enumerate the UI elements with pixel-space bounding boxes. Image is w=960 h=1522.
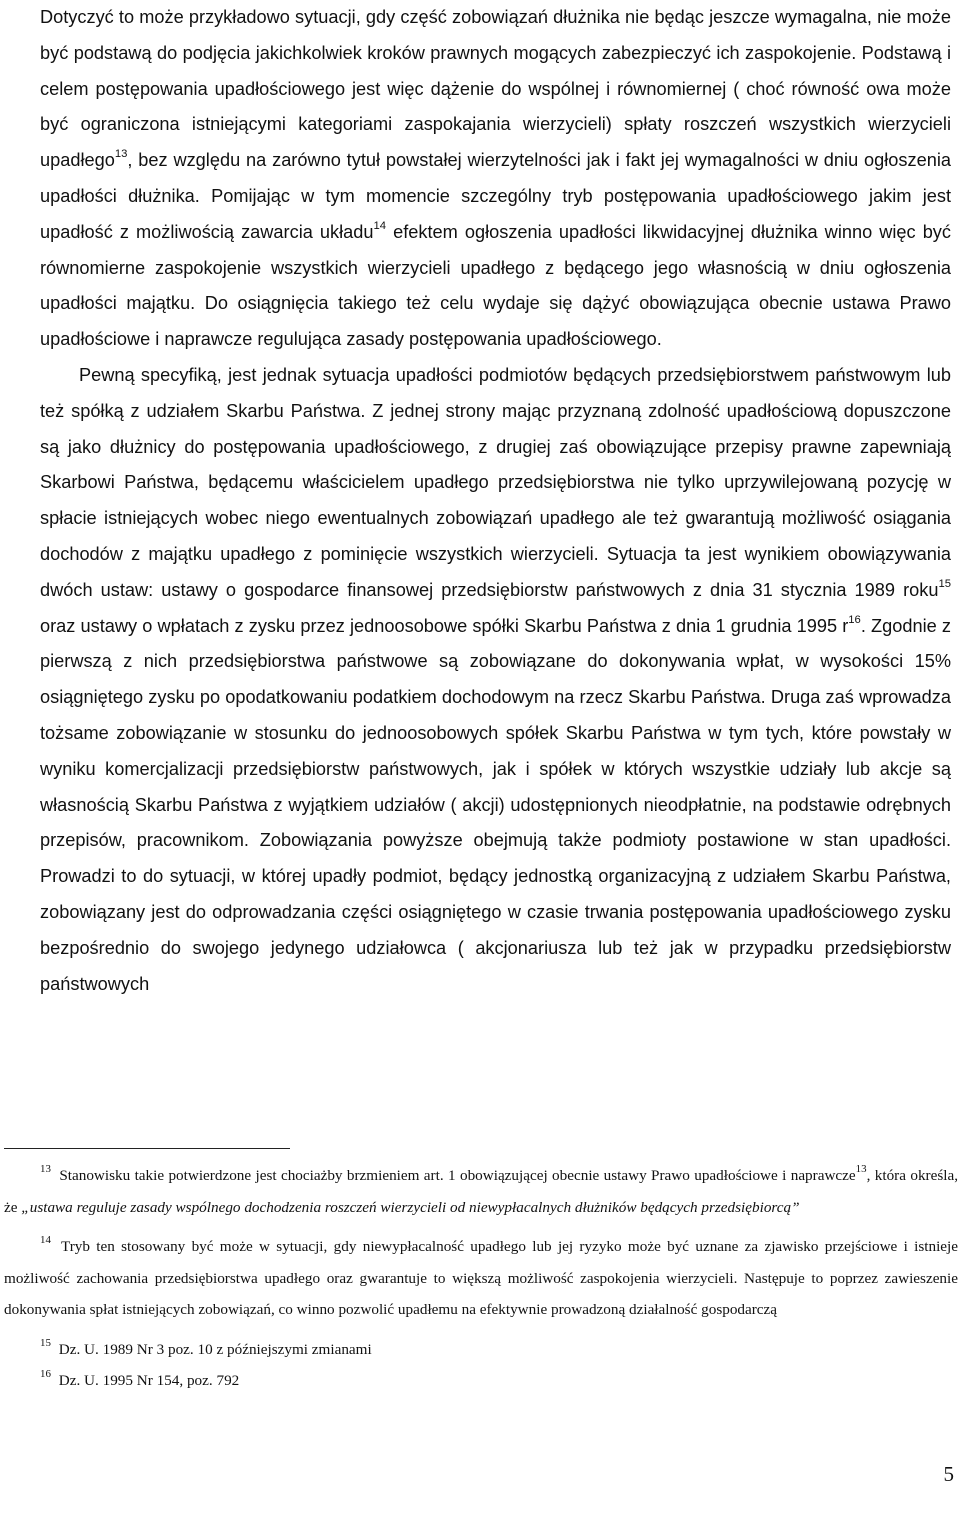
footnote-13 bbox=[4, 1160, 958, 1223]
footnote-inner-ref: 13 bbox=[855, 1163, 867, 1176]
footnote-16 bbox=[4, 1365, 958, 1397]
paragraph-text: efektem ogłoszenia upadłości likwidacyjnej dłużnika winno więc być równomierne zaspokojenie wszystkich wierzycieli upadłego z będącego jego własnością w dniu ogłoszenia upadłości majątku. Do osiągnięcia takiego też celu wydaje się dążyć obowiązująca obecnie ustawa Prawo upadłościowe i naprawcze regulująca zasady postępowania upadłościowego. bbox=[40, 221, 951, 350]
body-paragraph-2 bbox=[40, 358, 951, 1002]
page-number: 5 bbox=[943, 1462, 954, 1486]
footnote-number: 13 bbox=[40, 1163, 51, 1176]
footnote-14 bbox=[4, 1231, 958, 1326]
paragraph-text: Dotyczyć to może przykładowo sytuacji, gdy część zobowiązań dłużnika nie będąc jeszcze wymagalna, nie może być podstawą do podjęcia jakichkolwiek kroków prawnych mogących zabezpieczyć ich zaspokojenie. Podstawą i celem postępowania upadłościowego jest więc dążenie do wspólnej i równomiernej ( choć równość owa może być ograniczona istniejącymi kategoriami zaspokajania wierzycieli) spłaty roszczeń wszystkich wierzycieli upadłego bbox=[40, 7, 951, 171]
footnote-number: 16 bbox=[40, 1368, 51, 1381]
paragraph-text: . Zgodnie z pierwszą z nich przedsiębiorstwa państwowe są zobowiązane do dokonywania wpłat, w wysokości 15% osiągniętego zysku po opodatkowaniu podatkiem dochodowym na rzecz Skarbu Państwa. Druga zaś wprowadza tożsame zobowiązanie w stosunku do jednoosobowych spółek Skarbu Państwa w tym tych, które powstały w wyniku komercjalizacji przedsiębiorstw państwowych, jak i spółek w których wszystkie udziały lub akcje są własnością Skarbu Państwa z wyjątkiem udziałów ( akcji) udostępnionych nieodpłatnie, na podstawie odrębnych przepisów, pracownikom. Zobowiązania powyższe obejmują także podmioty postawione w stan upadłości. Prowadzi to do sytuacji, w której upadły podmiot, będący jednostką organizacyjną z udziałem Skarbu Państwa, zobowiązany jest do odprowadzania części osiągniętego w czasie trwania postępowania upadłościowego zysku bezpośrednio do swojego jedynego udziałowca ( akcjonariusza lub też jak w przypadku przedsiębiorstw państwowych bbox=[40, 615, 951, 994]
paragraph-text: oraz ustawy o wpłatach z zysku przez jednoosobowe spółki Skarbu Państwa z dnia 1 grudnia 1995 r bbox=[40, 615, 849, 636]
footnote-number: 15 bbox=[40, 1336, 51, 1349]
footnote-text: Dz. U. 1995 Nr 154, poz. 792 bbox=[54, 1372, 240, 1389]
footnote-text: Dz. U. 1989 Nr 3 poz. 10 z późniejszymi zmianami bbox=[54, 1340, 372, 1358]
footnote-text: Stanowisku takie potwierdzone jest chociażby brzmieniem art. 1 obowiązującej obecnie ustawy Prawo upadłościowe i naprawcze bbox=[54, 1167, 856, 1184]
paragraph-text: Pewną specyfiką, jest jednak sytuacja upadłości podmiotów będących przedsiębiorstwem państwowym lub też spółką z udziałem Skarbu Państwa. Z jednej strony mając przyznaną zdolność upadłościową dopuszczone są jako dłużnicy do postępowania upadłościowego, z drugiej zaś obowiązujące przepisy prawne zapewniają Skarbowi Państwa, będącemu właścicielem upadłego przedsiębiorstwa nie tylko uprzywilejowaną pozycję w spłacie istniejących wobec niego ewentualnych zobowiązań upadłego ale też gwarantują możliwość osiągania dochodów z majątku upadłego z pominięcie wszystkich wierzycieli. Sytuacja ta jest wynikiem obowiązywania dwóch ustaw: ustawy o gospodarce finansowej przedsiębiorstw państwowych z dnia 31 stycznia 1989 roku bbox=[40, 364, 951, 600]
footnote-quote: „ustawa reguluje zasady wspólnego dochodzenia roszczeń wierzycieli od niewypłacalnych dłużników będących przedsiębiorcą” bbox=[21, 1198, 800, 1216]
footnote-text: , która określa, że bbox=[4, 1167, 959, 1216]
footnote-text: Tryb ten stosowany być może w sytuacji, gdy niewypłacalność upadłego lub jej ryzyko może być uznane za zjawisko przejściowe i istnieje możliwość zachowania przedsiębiorstwa upadłego oraz gwarantuje to większą możliwość zaspokojenia wierzycieli. Następuje to poprzez zawieszenie dokonywania spłat istniejących zobowiązań, co winno pozwolić upadłemu na efektywnie prowadzoną działalność gospodarczą bbox=[4, 1238, 958, 1318]
footnote-15 bbox=[4, 1334, 958, 1366]
footnote-ref-16[interactable]: 16 bbox=[848, 613, 861, 626]
footnote-number: 14 bbox=[40, 1234, 51, 1247]
footnote-separator bbox=[4, 1148, 290, 1149]
footnote-ref-15[interactable]: 15 bbox=[938, 578, 951, 590]
footnote-ref-14[interactable]: 14 bbox=[373, 220, 387, 233]
main-body-text bbox=[40, 0, 951, 1002]
body-paragraph-1 bbox=[40, 0, 951, 358]
footnotes-section bbox=[4, 1160, 958, 1397]
footnote-ref-13[interactable]: 13 bbox=[114, 148, 128, 161]
paragraph-text: , bez względu na zarówno tytuł powstałej wierzytelności jak i fakt jej wymagalności w dniu ogłoszenia upadłości dłużnika. Pomijając w tym momencie szczególny tryb postępowania upadłościowego jakim jest upadłość z możliwością zawarcia układu bbox=[40, 150, 951, 242]
